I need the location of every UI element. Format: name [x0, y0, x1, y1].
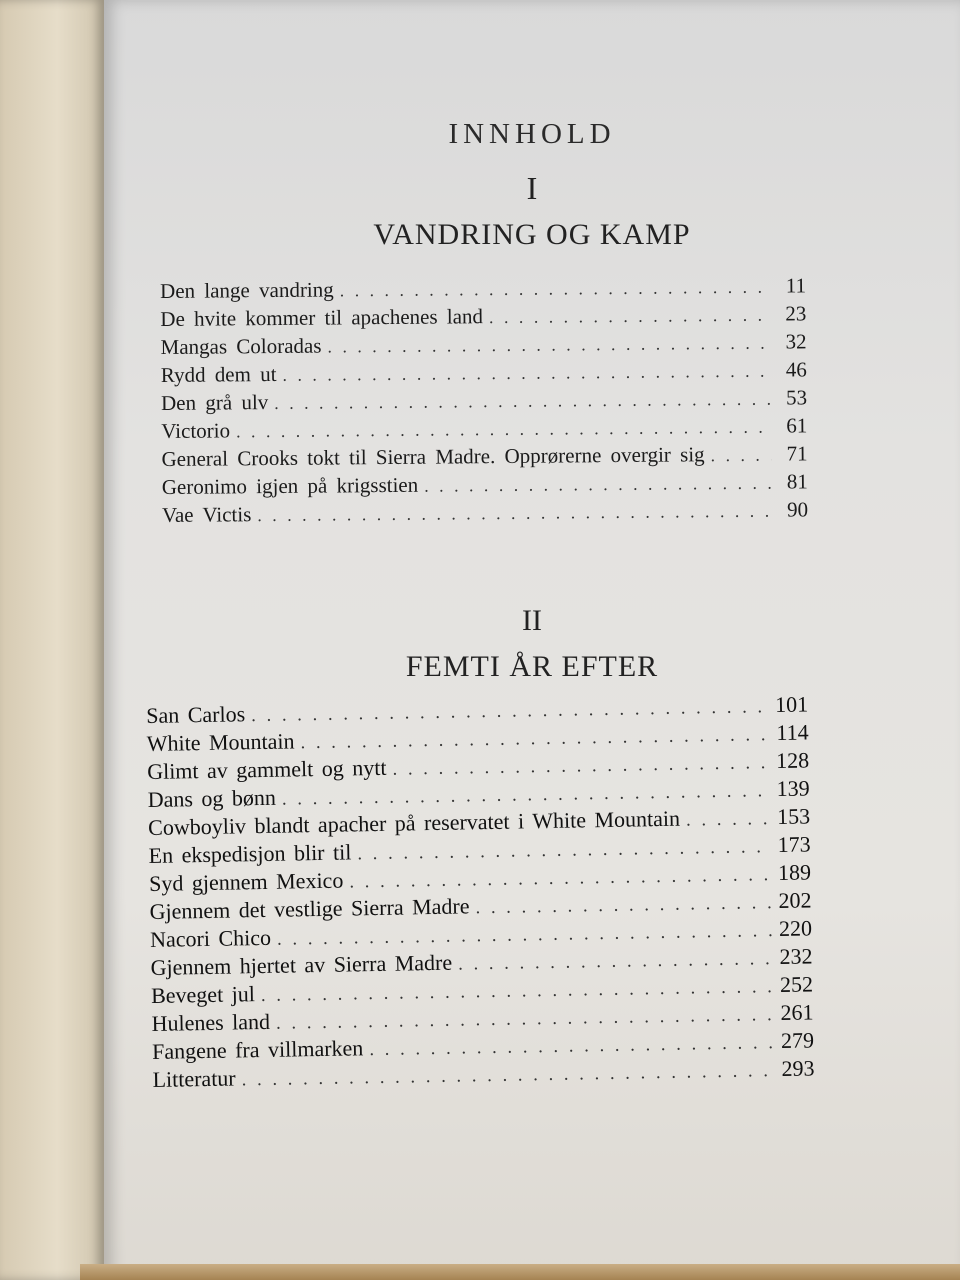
- toc-entry-title: Cowboyliv blandt apacher på reservatet i White Mountain: [147, 805, 681, 840]
- dot-leader: [327, 333, 770, 358]
- toc-entry-page: 189: [777, 859, 812, 885]
- toc-entry-title: Syd gjennem Mexico: [148, 867, 344, 896]
- toc-entry-page: 114: [776, 719, 809, 746]
- toc-entry-page: 46: [785, 357, 807, 382]
- dot-leader: [458, 948, 774, 976]
- part-1-entries: [160, 273, 808, 531]
- toc-entry-title: Vae Victis: [161, 502, 252, 527]
- toc-entry-page: 252: [779, 971, 814, 997]
- toc-entry-title: Fangene fra villmarken: [151, 1035, 364, 1064]
- toc-entry-page: 23: [785, 301, 807, 326]
- toc-entry-page: 32: [785, 329, 807, 354]
- toc-entry-title: White Mountain: [146, 728, 295, 756]
- toc-entry-title: Den grå ulv: [160, 390, 269, 415]
- dot-leader: [236, 417, 771, 443]
- toc-entry-title: Gjennem hjertet av Sierra Madre: [150, 949, 453, 980]
- toc-entry-page: 90: [786, 497, 809, 522]
- dot-leader: [475, 892, 772, 919]
- toc-entry-title: Dans og bønn: [147, 784, 277, 812]
- toc-entry-title: Geronimo igjen på krigsstien: [161, 472, 419, 499]
- toc-entry-title: Mangas Coloradas: [160, 333, 322, 359]
- contents-heading: INNHOLD: [448, 118, 616, 150]
- toc-entry-page: 128: [775, 747, 810, 774]
- part-1-title: VANDRING OG KAMP: [373, 218, 691, 251]
- part-2-number: II: [522, 604, 542, 637]
- toc-entry-title: Victorio: [161, 418, 231, 443]
- dot-leader: [274, 389, 771, 414]
- facing-page-edge: [0, 0, 104, 1280]
- dot-leader: [489, 305, 771, 328]
- toc-entry-title: Litteratur: [152, 1065, 236, 1092]
- dot-leader: [282, 361, 771, 386]
- toc-entry-page: 261: [780, 999, 814, 1025]
- dot-leader: [686, 808, 771, 831]
- part-1-number: I: [526, 170, 538, 206]
- toc-entry-title: Hulenes land: [151, 1008, 271, 1036]
- toc-entry-title: Nacori Chico: [149, 924, 272, 952]
- toc-entry-page: 202: [778, 887, 812, 913]
- toc-entry-title: Rydd dem ut: [160, 361, 277, 387]
- dot-leader: [711, 445, 772, 467]
- dot-leader: [257, 501, 772, 526]
- toc-entry-page: 153: [776, 803, 811, 830]
- toc-entry-title: De hvite kommer til apachenes land: [160, 304, 484, 331]
- dot-leader: [340, 277, 771, 302]
- toc-entry-page: 11: [785, 273, 807, 298]
- toc-entry-page: 139: [776, 775, 810, 802]
- part-2-title: FEMTI ÅR EFTER: [405, 650, 659, 683]
- toc-entry-title: Den lange vandring: [160, 277, 334, 303]
- toc-entry-page: 71: [786, 441, 808, 466]
- toc-entry-title: En ekspedisjon blir til: [148, 839, 352, 868]
- toc-entry-title: Gjennem det vestlige Sierra Madre: [149, 893, 470, 924]
- toc-entry-page: 220: [778, 915, 813, 941]
- toc-entry-title: General Crooks tokt til Sierra Madre. Opprørerne overgir sig: [161, 442, 705, 471]
- toc-entry: [162, 497, 808, 531]
- toc-entry-page: 279: [780, 1027, 815, 1053]
- toc-entry-page: 61: [786, 413, 808, 438]
- toc-entry-title: San Carlos: [146, 701, 246, 728]
- toc-entry-page: 293: [781, 1055, 815, 1081]
- toc-entry-page: 173: [777, 831, 811, 857]
- dot-leader: [424, 473, 772, 497]
- toc-entry-title: Glimt av gammelt og nytt: [146, 754, 387, 784]
- toc-entry-page: 53: [785, 385, 808, 410]
- table-surface: [80, 1264, 960, 1280]
- toc-entry-page: 81: [786, 469, 808, 494]
- part-2-entries: [146, 691, 815, 1094]
- toc-entry-title: Beveget jul: [150, 981, 256, 1008]
- toc-entry-page: 101: [774, 691, 809, 718]
- toc-entry-page: 232: [779, 943, 813, 969]
